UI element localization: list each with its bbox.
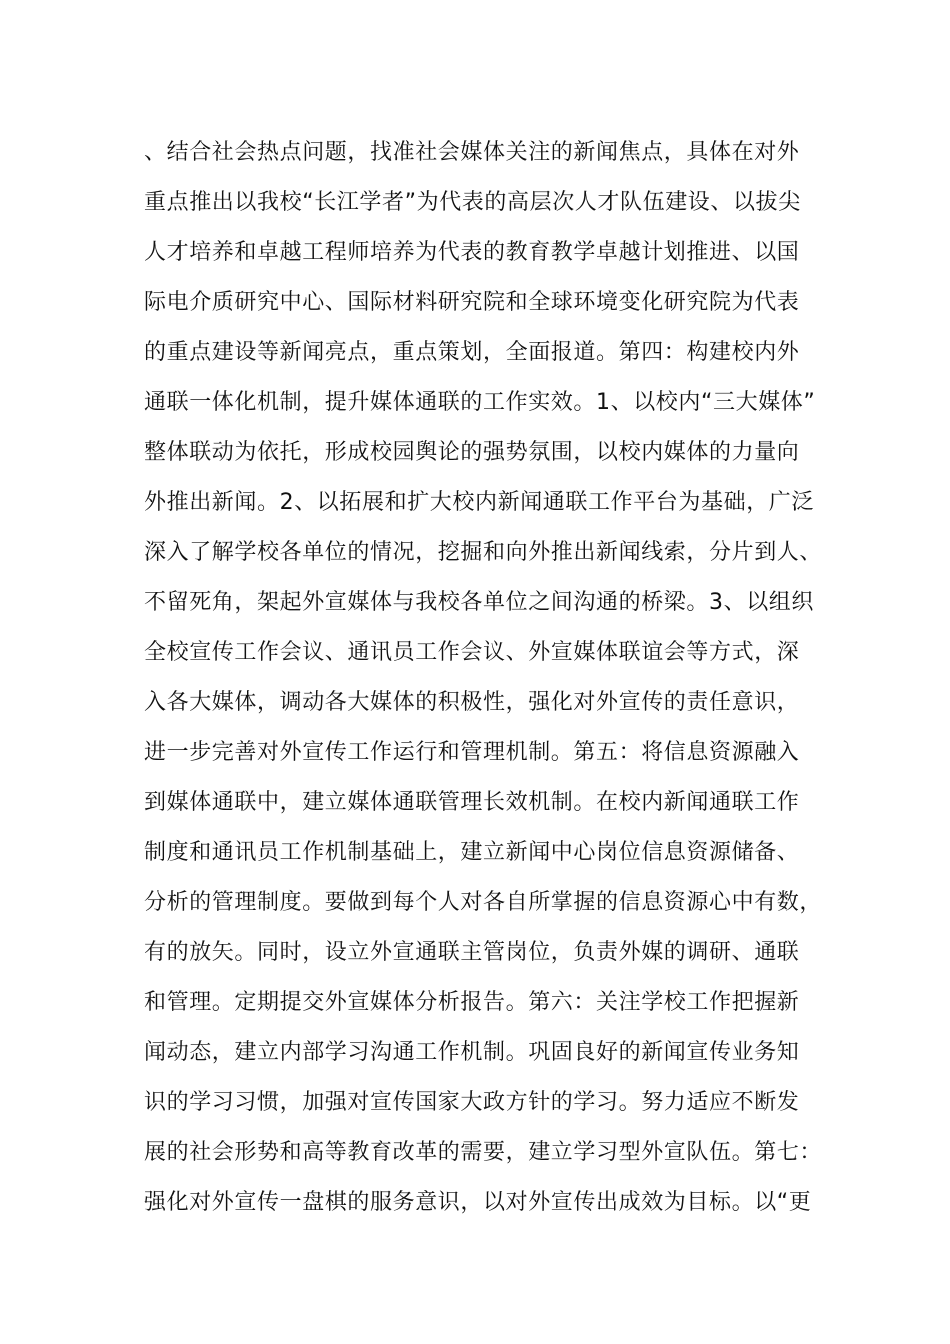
text-line: 整体联动为依托，形成校园舆论的强势氛围，以校内媒体的力量向 bbox=[144, 440, 800, 465]
text-line: 通联一体化机制，提升媒体通联的工作实效。1、以校内“三大媒体” bbox=[144, 390, 816, 415]
text-line: 际电介质研究中心、国际材料研究院和全球环境变化研究院为代表 bbox=[144, 290, 800, 315]
text-line: 展的社会形势和高等教育改革的需要，建立学习型外宣队伍。第七： bbox=[144, 1140, 823, 1165]
text-line: 进一步完善对外宣传工作运行和管理机制。第五：将信息资源融入 bbox=[144, 740, 800, 765]
text-line: 强化对外宣传一盘棋的服务意识，以对外宣传出成效为目标。以“更 bbox=[144, 1190, 812, 1215]
text-line: 到媒体通联中，建立媒体通联管理长效机制。在校内新闻通联工作 bbox=[144, 790, 800, 815]
text-line: 识的学习习惯，加强对宣传国家大政方针的学习。努力适应不断发 bbox=[144, 1090, 800, 1115]
text-line: 制度和通讯员工作机制基础上，建立新闻中心岗位信息资源储备、 bbox=[144, 840, 800, 865]
text-line: 闻动态，建立内部学习沟通工作机制。巩固良好的新闻宣传业务知 bbox=[144, 1040, 800, 1065]
text-line: 重点推出以我校“长江学者”为代表的高层次人才队伍建设、以拔尖 bbox=[144, 190, 801, 215]
text-line: 入各大媒体，调动各大媒体的积极性，强化对外宣传的责任意识， bbox=[144, 690, 800, 715]
text-line: 全校宣传工作会议、通讯员工作会议、外宣媒体联谊会等方式，深 bbox=[144, 640, 800, 665]
text-line: 、结合社会热点问题，找准社会媒体关注的新闻焦点，具体在对外 bbox=[144, 140, 800, 165]
text-line: 分析的管理制度。要做到每个人对各自所掌握的信息资源心中有数， bbox=[144, 890, 823, 915]
text-line: 深入了解学校各单位的情况，挖掘和向外推出新闻线索，分片到人、 bbox=[144, 540, 823, 565]
text-line: 有的放矢。同时，设立外宣通联主管岗位，负责外媒的调研、通联 bbox=[144, 940, 800, 965]
text-line: 和管理。定期提交外宣媒体分析报告。第六：关注学校工作把握新 bbox=[144, 990, 800, 1015]
text-line: 外推出新闻。2、以拓展和扩大校内新闻通联工作平台为基础，广泛 bbox=[144, 490, 814, 515]
body-text bbox=[144, 128, 844, 1228]
text-line: 的重点建设等新闻亮点，重点策划，全面报道。第四：构建校内外 bbox=[144, 340, 800, 365]
text-line: 不留死角，架起外宣媒体与我校各单位之间沟通的桥梁。3、以组织 bbox=[144, 590, 814, 615]
text-line: 人才培养和卓越工程师培养为代表的教育教学卓越计划推进、以国 bbox=[144, 240, 800, 265]
